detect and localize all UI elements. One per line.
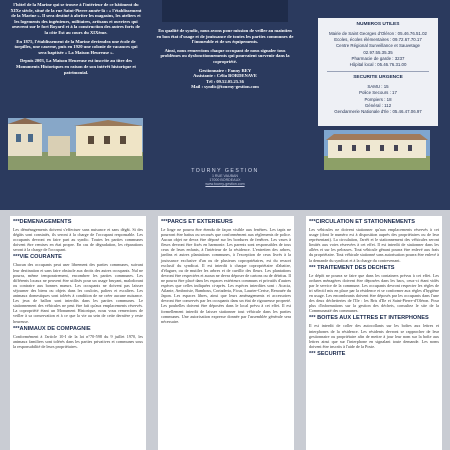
section-title-securite: *** SECURITE	[309, 350, 346, 357]
urgency-title: SECURITE URGENCE	[353, 75, 403, 81]
brand-address-1: 1 RUE VAUBAN	[211, 174, 239, 178]
history-panel	[6, 0, 146, 210]
building-photo	[324, 130, 430, 170]
section-title-vie-courante: ***VIE COURANTE	[13, 254, 62, 261]
section-title-animaux: ***ANIMAUX DE COMPAGNIE	[13, 325, 91, 332]
syndic-request-text: Ainsi, nous remercions chaque occupant de nous signaler tous problèmes ou dysfonctionnements qui pourraient survenir dans la copropriété.	[160, 47, 290, 64]
urgency-gendarmerie: Gendarmerie Nationale d'Ile : 05.46.47.06.97	[334, 109, 422, 115]
section-title-demenagements: ***DEMENAGEMENTS	[13, 219, 72, 225]
section-body-boites: Il est interdit de coller des autocollants sur les boîtes aux lettres et interphones de la résidence. Les résidents devront se rapprocher de leur gestionnaire ou propriétaire afin de mettre à jour leur nom sur la boîte aux lettres ainsi que sur l'interphone en signalant toute demande. Les noms doivent être inscrits à l'aide de la Poste.	[309, 323, 439, 349]
courtyard-photo	[8, 118, 143, 170]
assistante-line: Assistante : Célia BORDENAVE	[193, 73, 257, 79]
section-body-demenagements: Les déménagements doivent s'effectuer sans nuisance et sans dégât. Si des dégâts sont constatés, ils seront à la charge de l'occupant responsable. Les occupants devront en faire part au syndic. Toutes les parties communes doivent être remises en état propre. En cas de dégradation, les réparations seront à la charge de l'occupant.	[13, 227, 143, 253]
useful-number-ecoles: Ecoles, écoles élémentaires : 09.72.67.70.17	[334, 37, 422, 43]
urgency-general: Général : 112	[364, 102, 392, 108]
section-body-dechets: Le dépôt ne pourra se faire que dans les containers prévus à cet effet. Les ordures ménagères doivent être déposées dans les bacs, ceux-ci étant vidés par le service de la commune. Les occupants devront respecter les règles de tri sélectif mis en place par la résidence et se conformer aux règles d'hygiène en usage. Les encombrants doivent être déposés par les occupants dans l'une des deux déchetteries de l'Ile : les Bris d'Ile et Saint-Pierre-d'Oléron. Pour plus d'informations sur la gestion des déchets, consultez le site de la Communauté des communes.	[309, 272, 439, 314]
section-body-animaux: Conformément à l'article 10-I de la loi n°70-598 du 9 juillet 1970, les animaux familiers sont tolérés dans les parties privatives et communes sous la responsabilité de leurs propriétaires.	[13, 333, 143, 349]
section-title-boites: *** BOITES AUX LETTRES ET INTERPHONES	[309, 315, 429, 322]
useful-number-mairie: Mairie de Saint Georges d'Oléron : 05.46.76.51.02	[329, 31, 427, 36]
section-body-circulation: Les véhicules ne doivent stationner qu'aux emplacements réservés à cet usage (dont le numéro est à disposition auprès des propriétaires ou de leur représentant). La circulation, l'arrêt et le stationnement des véhicules seront limités aux voies réservées à cet effet. Il est interdit de stationner dans les allées et sur les pelouses. Tout véhicule gênant pourra être enlevé aux frais du propriétaire. Tout véhicule stationné sans autorisation pourra être enlevé à la demande du syndicat et à la charge du contrevenant.	[309, 227, 439, 263]
useful-numbers-box	[318, 18, 438, 126]
syndic-top-image	[162, 0, 288, 22]
phone-line: Tél : 09.52.05.25.36	[206, 78, 244, 84]
building-photo-image	[324, 130, 430, 170]
history-paragraph-3: Depuis 2003, La Maison Heureuse est inscrite au titre des Monuments Historiques en raison de son intérêt historique et patrimonial.	[16, 58, 136, 75]
history-paragraph-2: En 1875, l'établissement de la Marine deviendra une école de torpilles, une caserne, puis en 1920 une colonie de vacances qui sera baptisée « La Maison Heureuse ».	[14, 38, 138, 55]
rules-panel-middle	[158, 216, 294, 450]
section-title-parcs: ***PARCS ET EXTERIEURS	[161, 219, 233, 225]
urgency-police: Police Secours : 17	[359, 90, 397, 96]
rules-panel-left	[10, 216, 146, 450]
mail-link[interactable]: Mail : syndic@tourny-gestion.com	[191, 84, 259, 90]
rules-panel-right	[306, 216, 442, 450]
courtyard-photo-image	[8, 118, 143, 170]
section-title-circulation: ***CIRCULATION ET STATIONNEMENTS	[309, 219, 415, 225]
gestionnaire-line: Gestionnaire : Fanny REY	[198, 67, 252, 73]
syndic-mission-text: En qualité de syndic, nous avons pour mission de veiller au maintien en bon état d'usage et de jouissance de toutes les parties communes de l'immeuble et de ses équipements.	[156, 28, 294, 45]
useful-number-hopital: Hôpital local : 05.46.76.31.00	[349, 62, 407, 68]
useful-number-cross: Centre Régional Surveillance et Sauvetage	[336, 43, 420, 49]
brand-name: TOURNY GESTION	[191, 168, 259, 174]
section-title-dechets: *** TRAITEMENT DES DECHETS	[309, 264, 395, 271]
urgency-pompiers: Pompiers : 18	[364, 96, 392, 102]
useful-number-pharmacie: Pharmacie de garde : 3237	[351, 55, 405, 61]
brand-address-2: 17000 BORDEAUX	[209, 178, 241, 182]
history-paragraph-1: l'hôtel de la Marine qui se trouve à l'intérieur de ce bâtiment du XIXe siècle, situé de la rue Saint-Pierre année-là : « l'établissement de la Marine ». Il sera destiné à abriter les magasins, les ateliers et les logements des ingénieurs, militaires, artisans et ouvriers qui œuvrent sur le fort Boyard et à la construction des autres forts de la côte Est au cours du XIXème.	[10, 2, 142, 35]
section-body-parcs: Le linge ne pourra être étendu de façon visible aux fenêtres. Les tapis ne pourront être battus ou secoués que conformément aux règlements de police. Aucun objet ne devra être déposé sur les bordures de fenêtres. Les vases à fleurs devront être fixés en harmonie. Les parents sont responsables de tous ceux de leurs enfants, à l'intérieur de la résidence. L'entretien des arbres, jardins et autres plantations communes, à l'exception de ceux livrés à la jouissance exclusive d'un ou de plusieurs copropriétaires, est du ressort exclusif du syndicat. Il est interdit à chaque copropriétaire d'abattre, d'élaguer, ou de mutiler les arbres et de cueillir des fleurs. Les plantations devront être respectées et aucun ne devra déposer de cartons ou de détritus. Il ne pourra être placé dans les espaces extérieurs communs et privatifs d'autres espèces que celles indiquées ci-après. Les espèces interdites sont : Acacia, Ailante, Ambroisie, Bambous, Cortaderia, Ficus, Laurier-Cerise, Renouée du Japon. Les espaces libres, ainsi que leurs aménagements et accessoires devront être conservés par les occupants dans un état de rigoureuse propreté. Les poubelles doivent être déposées dans le local prévu à cet effet. Il est formellement interdit de laisser stationner tout véhicule dans les parties communes. Une autorisation expresse donnée par l'assemblée générale sera nécessaire.	[161, 227, 291, 324]
brand-website-link[interactable]: www.tourny-gestion.com	[205, 182, 245, 186]
useful-number-cross-phone: 02.97.55.35.35	[363, 49, 393, 55]
useful-divider	[327, 71, 429, 72]
syndic-panel	[152, 0, 298, 210]
urgency-samu: SAMU : 15	[367, 84, 389, 90]
useful-numbers-title: NUMEROS UTILES	[356, 22, 400, 27]
brand-footer	[152, 168, 298, 186]
section-body-vie-courante: Chacun des occupants peut user librement des parties communes, suivant leur destination et sans faire obstacle aux droits des autres occupants. Nul ne pourra, même temporairement, encombrer les parties communes. Les différents locaux ne peuvent être utilisés pour un usage bruyant, malodorant ou contraire aux bonnes mœurs. Les occupants ne doivent pas laisser séjourner des biens ou objets dans les couloirs, paliers et escaliers. Les animaux domestiques sont tolérés à condition de ne créer aucune nuisance. Les jeux de ballon sont interdits dans les parties communes. Le stationnement des véhicules ne peut être fait qu'aux emplacements réservés. La copropriété étant un Monument Historique, nous vous remercions de veiller à sa conservation et à ce que la vie au sein de cette dernière y reste heureuse.	[13, 262, 143, 324]
